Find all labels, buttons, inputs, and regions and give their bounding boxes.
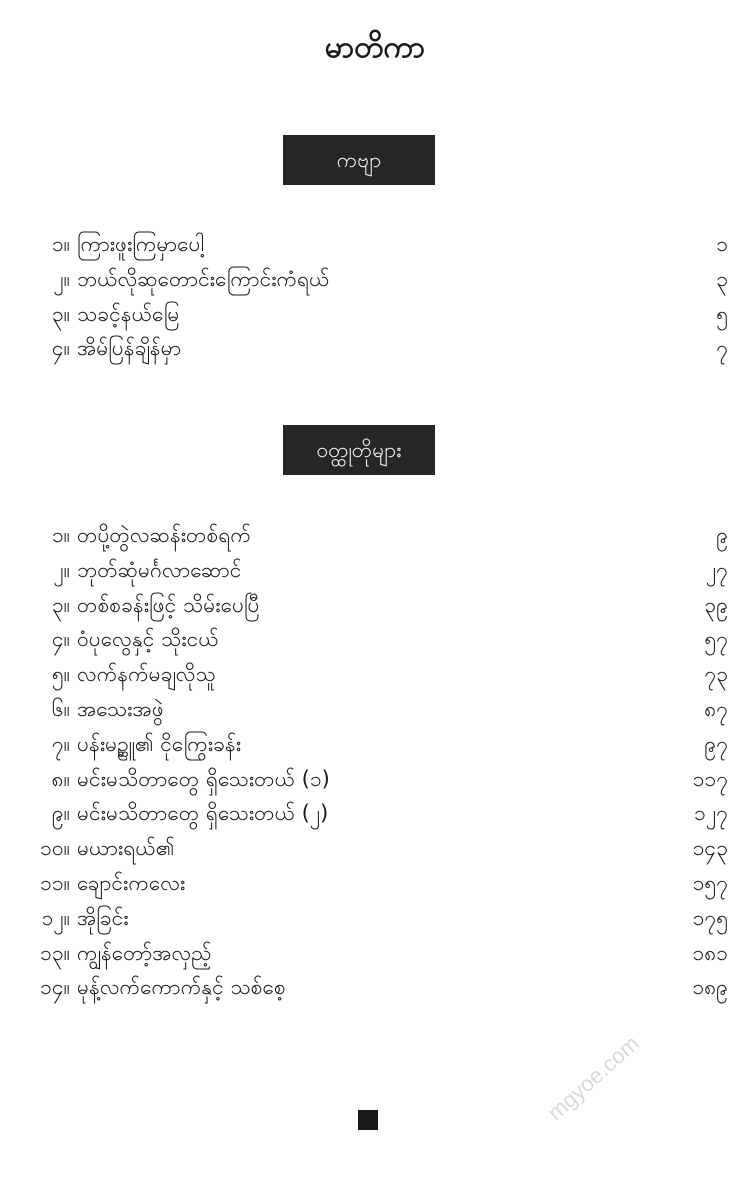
- entry-title: တပို့တွဲလဆန်းတစ်ရက်: [77, 523, 251, 547]
- entry-title: ဘုတ်ဆုံမင်္ဂလာဆောင်: [77, 557, 242, 582]
- entry-number: ၃။: [51, 592, 70, 617]
- entry-title: မယားရယ်၏: [77, 836, 175, 861]
- entry-number: ၇။: [51, 731, 70, 756]
- toc-entry[interactable]: [0, 227, 750, 262]
- entry-page-number: ၁: [716, 232, 728, 256]
- entry-number: ၃။: [51, 301, 70, 326]
- toc-list-poems: [0, 227, 750, 366]
- toc-entry[interactable]: [0, 262, 750, 297]
- entry-page-number: ၉: [716, 523, 728, 547]
- entry-number: ၄။: [51, 627, 70, 652]
- entry-page-number: ၁၄၃: [692, 836, 728, 861]
- entry-page-number: ၅၇: [704, 627, 728, 652]
- entry-number: ၁။: [51, 232, 70, 256]
- entry-title: ဘယ်လိုဆုတောင်းကြောင်းကံရယ်: [77, 266, 330, 291]
- entry-page-number: ၇၃: [704, 662, 728, 687]
- entry-title: ကျွန်တော့်အလှည့်: [77, 940, 212, 965]
- entry-page-number: ၁၇၅: [692, 905, 728, 930]
- toc-entry[interactable]: [0, 553, 750, 588]
- toc-entry[interactable]: [0, 796, 750, 831]
- entry-page-number: ၁၁၇: [692, 766, 728, 791]
- toc-list-short-stories: [0, 518, 750, 1005]
- entry-title: လက်နက်မချလိုသူ: [77, 662, 216, 687]
- entry-page-number: ၁၂၇: [694, 801, 728, 826]
- entry-page-number: ၁၈၁: [692, 940, 728, 965]
- entry-page-number: ၃: [716, 266, 728, 291]
- entry-number: ၁၃။: [40, 940, 70, 965]
- entry-title: ဝံပုလွေနှင့် သိုးငယ်: [77, 627, 219, 652]
- entry-number: ၈။: [51, 766, 70, 791]
- entry-number: ၉။: [51, 801, 70, 826]
- section-header-short-stories: ဝတ္ထုတိုများ: [283, 425, 435, 475]
- toc-entry[interactable]: [0, 518, 750, 553]
- entry-page-number: ၉၇: [704, 731, 728, 756]
- entry-number: ၆။: [51, 696, 70, 721]
- entry-title: အသေးအဖွဲ: [77, 696, 164, 721]
- entry-title: ချောင်းကလေး: [77, 870, 186, 895]
- toc-entry[interactable]: [0, 692, 750, 727]
- entry-number: ၁၁။: [40, 870, 70, 895]
- entry-page-number: ၈၇: [704, 696, 728, 721]
- entry-page-number: ၁၅၇: [692, 870, 728, 895]
- entry-page-number: ၂၇: [705, 557, 728, 582]
- entry-number: ၅။: [51, 662, 70, 687]
- entry-title: သခင့်နယ်မြေ: [77, 301, 180, 326]
- section-header-poems: ကဗျာ: [283, 135, 435, 185]
- toc-entry[interactable]: [0, 970, 750, 1005]
- entry-number: ၂။: [53, 266, 70, 291]
- toc-entry[interactable]: [0, 622, 750, 657]
- toc-entry[interactable]: [0, 297, 750, 332]
- page-title: မာတိကာ: [324, 30, 426, 65]
- entry-page-number: ၁၈၉: [692, 975, 728, 1000]
- entry-number: ၁၄။: [40, 975, 70, 1000]
- toc-entry[interactable]: [0, 901, 750, 936]
- toc-entry[interactable]: [0, 866, 750, 901]
- entry-page-number: ၇: [716, 336, 728, 361]
- entry-page-number: ၅: [716, 301, 728, 326]
- entry-number: ၁၂။: [41, 905, 70, 930]
- entry-title: တစ်စခန်းဖြင့် သိမ်းပေပြီ: [77, 592, 260, 617]
- entry-title: မုန့်လက်ကောက်နှင့် သစ်စေ့: [77, 975, 286, 1000]
- entry-page-number: ၃၉: [704, 592, 728, 617]
- entry-title: အိုခြင်း: [77, 905, 129, 930]
- entry-title: မင်းမသိတာတွေ ရှိသေးတယ် (၁): [77, 766, 330, 791]
- toc-entry[interactable]: [0, 831, 750, 866]
- toc-entry[interactable]: [0, 727, 750, 762]
- entry-number: ၂။: [53, 557, 70, 582]
- end-mark: [358, 1110, 378, 1130]
- entry-title: မင်းမသိတာတွေ ရှိသေးတယ် (၂): [77, 801, 329, 826]
- entry-title: အိမ်ပြန်ချိန်မှာ: [77, 336, 182, 361]
- entry-number: ၁။: [51, 523, 70, 547]
- entry-number: ၄။: [51, 336, 70, 361]
- entry-title: ပန်းမဥ္ဆူ၏ ငိုကြွေးခန်း: [77, 731, 242, 756]
- entry-title: ကြားဖူးကြမှာပေါ့: [77, 232, 205, 256]
- watermark: mgyoe.com: [542, 1030, 644, 1126]
- toc-entry[interactable]: [0, 762, 750, 797]
- toc-entry[interactable]: [0, 331, 750, 366]
- entry-number: ၁၀။: [40, 836, 70, 861]
- toc-entry[interactable]: [0, 657, 750, 692]
- toc-entry[interactable]: [0, 588, 750, 623]
- toc-entry[interactable]: [0, 936, 750, 971]
